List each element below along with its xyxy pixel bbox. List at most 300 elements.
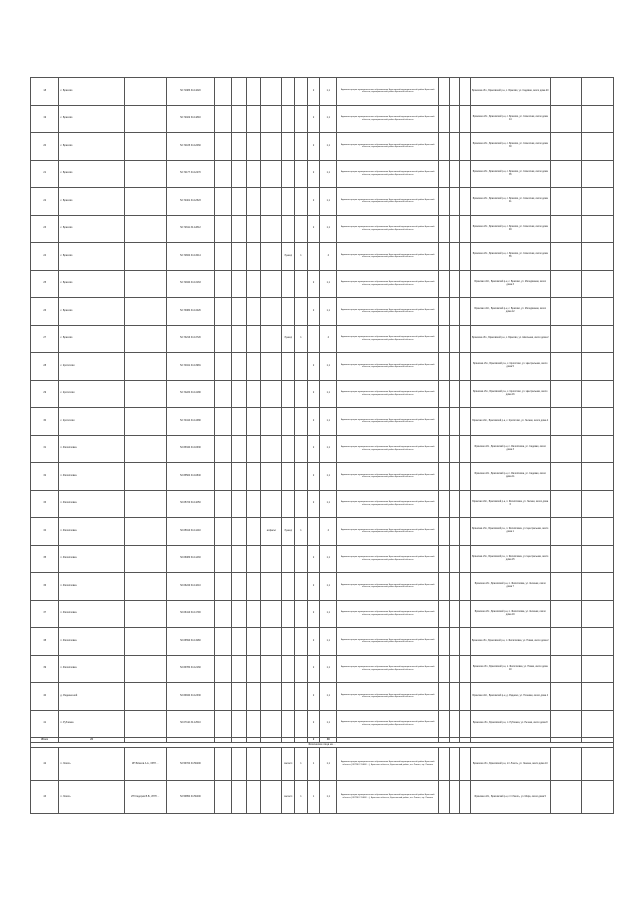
coordinates: 52.73216 34.13720 [166, 325, 214, 353]
owner-organization: Администрация муниципального образования Брасовский муниципальный район Брянской области, муниципальный район Брянской области [337, 518, 439, 546]
container-type: металл [282, 781, 295, 814]
container-type [282, 215, 295, 243]
table-row [31, 628, 614, 656]
row-number: 40 [31, 683, 59, 711]
container-type [282, 490, 295, 518]
surface-type [261, 490, 282, 518]
container-type [282, 545, 295, 573]
container-qty [295, 710, 308, 738]
table-cell [460, 270, 471, 298]
surface-type [261, 353, 282, 381]
total-label: Итого [31, 738, 59, 743]
table-cell [246, 270, 261, 298]
table-cell [460, 490, 471, 518]
table-cell [231, 573, 246, 601]
table-cell [460, 78, 471, 106]
container-qty [295, 573, 308, 601]
container-qty [295, 353, 308, 381]
container-qty [295, 215, 308, 243]
table-cell [449, 463, 460, 491]
settlement-name: п. Филипповка [59, 545, 124, 573]
surface-type [261, 270, 282, 298]
settlement-name: п. Локоть [59, 781, 124, 814]
table-cell [439, 133, 450, 161]
table-cell [439, 710, 450, 738]
surface-type [261, 628, 282, 656]
table-cell [460, 133, 471, 161]
container-type [282, 160, 295, 188]
table-cell [215, 380, 232, 408]
container-qty [295, 380, 308, 408]
table-cell [231, 105, 246, 133]
surface-type [261, 545, 282, 573]
container-count: 1 [307, 781, 320, 814]
owner-name [124, 435, 166, 463]
container-qty: 1 [295, 748, 308, 781]
owner-organization: Администрация муниципального образования Брасовский муниципальный район Брянской области, муниципальный район Брянской области [337, 683, 439, 711]
container-volume: 1,1 [320, 435, 337, 463]
owner-name [124, 270, 166, 298]
table-cell [449, 243, 460, 271]
container-count: 2 [307, 655, 320, 683]
container-count: 2 [307, 490, 320, 518]
container-qty [295, 105, 308, 133]
container-type [282, 353, 295, 381]
table-cell [582, 748, 614, 781]
container-volume: 1,1 [320, 133, 337, 161]
table-cell [582, 298, 614, 326]
table-cell [439, 353, 450, 381]
owner-name [124, 408, 166, 436]
container-volume: 4 [320, 518, 337, 546]
table-cell [215, 463, 232, 491]
container-count [307, 243, 320, 271]
surface-type [261, 573, 282, 601]
coordinates: 52.66940 34.12330 [166, 683, 214, 711]
table-cell [582, 655, 614, 683]
table-cell [215, 133, 232, 161]
table-cell [215, 188, 232, 216]
coordinates: 52.56850 34.56400 [166, 781, 214, 814]
table-cell [582, 781, 614, 814]
table-cell [246, 573, 261, 601]
table-cell [449, 105, 460, 133]
table-cell [460, 655, 471, 683]
table-cell [439, 600, 450, 628]
source-address: Брянская обл., Брасовский р-н, п. Филипповка, ул. Зелёная, около дома 7 [470, 573, 550, 601]
section-title: Физические лица на ... [31, 743, 614, 748]
table-cell [439, 215, 450, 243]
table-cell [246, 408, 261, 436]
table-cell [550, 243, 582, 271]
container-type [282, 655, 295, 683]
owner-name [124, 628, 166, 656]
container-qty [295, 133, 308, 161]
table-cell [582, 435, 614, 463]
row-number: 29 [31, 380, 59, 408]
table-cell [246, 628, 261, 656]
table-cell [439, 78, 450, 106]
settlement-name: п. Филипповка [59, 573, 124, 601]
container-count: 2 [307, 683, 320, 711]
container-qty [295, 270, 308, 298]
table-cell [550, 748, 582, 781]
source-address: Брянская обл., Брасовский р-н, с. Брасово, ул. Советская, около дома 14 [470, 105, 550, 133]
container-type: бункер [282, 518, 295, 546]
table-cell [246, 325, 261, 353]
total-c2: 48 [320, 738, 337, 743]
owner-name [124, 490, 166, 518]
table-cell [449, 655, 460, 683]
container-qty [295, 408, 308, 436]
table-cell [449, 435, 460, 463]
table-cell [582, 270, 614, 298]
table-cell [582, 243, 614, 271]
table-cell [582, 518, 614, 546]
container-count: 2 [307, 408, 320, 436]
coordinates: 52.65340 34.10630 [166, 435, 214, 463]
table-row [31, 435, 614, 463]
table-cell [550, 408, 582, 436]
owner-name [124, 325, 166, 353]
owner-organization: Администрация муниципального образования Брасовский муниципальный район Брянской области, муниципальный район Брянской области [337, 463, 439, 491]
table-cell [460, 243, 471, 271]
container-type [282, 463, 295, 491]
table-cell [231, 748, 246, 781]
settlement-name: п. Филипповка [59, 463, 124, 491]
table-cell [246, 490, 261, 518]
source-address: Брянская обл., Брасовский р-н, д. Раднино, ул. Полевая, около дома 4 [470, 683, 550, 711]
settlement-name: п. Филипповка [59, 600, 124, 628]
table-cell [449, 628, 460, 656]
table-cell [439, 748, 450, 781]
container-type [282, 380, 295, 408]
settlement-name: п. Филипповка [59, 435, 124, 463]
table-cell [215, 78, 232, 106]
row-number: 22 [31, 188, 59, 216]
container-count: 2 [307, 78, 320, 106]
table-cell [582, 573, 614, 601]
container-volume: 1,1 [320, 683, 337, 711]
container-type: бункер [282, 325, 295, 353]
container-volume: 1,1 [320, 298, 337, 326]
source-address: Брянская обл., Брасовский р-н, с. Брасово, ул. Молодёжная, около дома 3 [470, 270, 550, 298]
table-cell [231, 600, 246, 628]
table-cell [215, 518, 232, 546]
container-qty: 1 [295, 781, 308, 814]
source-address: Брянская обл., Брасовский р-н, п. Филипповка, ул. Новая, около дома 2 [470, 628, 550, 656]
table-cell [449, 215, 460, 243]
table-cell [449, 490, 460, 518]
surface-type [261, 133, 282, 161]
table-cell [246, 78, 261, 106]
owner-organization: Администрация муниципального образования Брасовский муниципальный район Брянской области, муниципальный район Брянской области [337, 105, 439, 133]
table-cell [449, 325, 460, 353]
table-cell [231, 463, 246, 491]
table-cell [231, 545, 246, 573]
table-cell [246, 353, 261, 381]
table-cell [449, 353, 460, 381]
table-cell [582, 380, 614, 408]
container-qty [295, 463, 308, 491]
table-row [31, 325, 614, 353]
owner-name [124, 380, 166, 408]
table-cell [246, 133, 261, 161]
owner-name [124, 298, 166, 326]
row-number: 39 [31, 655, 59, 683]
owner-organization: Администрация муниципального образования Брасовский муниципальный район Брянской области, муниципальный район Брянской области [337, 655, 439, 683]
container-type: бункер [282, 243, 295, 271]
table-cell [439, 408, 450, 436]
owner-organization: Администрация муниципального образования Брасовский муниципальный район Брянской области, муниципальный район Брянской области [337, 710, 439, 738]
container-volume: 1,1 [320, 545, 337, 573]
container-count: 2 [307, 573, 320, 601]
table-cell [231, 215, 246, 243]
table-cell [460, 435, 471, 463]
table-row [31, 380, 614, 408]
owner-name [124, 105, 166, 133]
container-volume: 1,1 [320, 353, 337, 381]
row-number: 42 [31, 748, 59, 781]
table-cell [439, 628, 450, 656]
source-address: Брянская обл., Брасовский р-н, с. Кропотово, ул. Центральная, около дома 16 [470, 380, 550, 408]
table-cell [449, 748, 460, 781]
container-type [282, 710, 295, 738]
table-cell [550, 78, 582, 106]
table-cell [449, 78, 460, 106]
row-number: 19 [31, 105, 59, 133]
table-cell [460, 380, 471, 408]
source-address: Брянская обл., Брасовский р-н, п. Филипповка, ул. Новая, около дома 10 [470, 655, 550, 683]
surface-type [261, 600, 282, 628]
owner-name [124, 655, 166, 683]
table-row [31, 781, 614, 814]
table-cell [215, 600, 232, 628]
container-qty [295, 490, 308, 518]
row-number: 30 [31, 408, 59, 436]
owner-organization: Администрация муниципального образования Брасовский муниципальный район Брянской области, муниципальный район Брянской области [337, 628, 439, 656]
container-type [282, 683, 295, 711]
source-address: Брянская обл., Брасовский р-н, п. Филипповка, ул. Зелёная, около дома 19 [470, 600, 550, 628]
table-cell [215, 215, 232, 243]
container-qty [295, 600, 308, 628]
container-type [282, 298, 295, 326]
table-cell [582, 463, 614, 491]
table-cell [246, 545, 261, 573]
table-cell [231, 628, 246, 656]
table-cell [582, 215, 614, 243]
table-row [31, 463, 614, 491]
table-row [31, 188, 614, 216]
surface-type [261, 78, 282, 106]
table-cell [550, 463, 582, 491]
settlement-name: с. Брасово [59, 105, 124, 133]
settlement-name: с. Кропотово [59, 408, 124, 436]
owner-name [124, 160, 166, 188]
source-address: Брянская обл., Брасовский р-н, п. Филипповка, ул. Центральная, около дома 15 [470, 545, 550, 573]
coordinates: 52.72611 34.12812 [166, 215, 214, 243]
table-cell [582, 490, 614, 518]
settlement-name: д. Раднино-кий [59, 683, 124, 711]
owner-name [124, 188, 166, 216]
container-count: 2 [307, 160, 320, 188]
owner-name: ИП Сидоров В.В., ИНН ... [124, 781, 166, 814]
table-cell [449, 781, 460, 814]
source-address: Брянская обл., Брасовский р-н, с. Брасово, ул. Советская, около дома 35 [470, 160, 550, 188]
table-cell [550, 298, 582, 326]
surface-type: асфальт [261, 518, 282, 546]
coordinates: 52.72834 34.13014 [166, 243, 214, 271]
row-number: 23 [31, 215, 59, 243]
table-cell [231, 655, 246, 683]
table-cell [439, 518, 450, 546]
table-cell [231, 188, 246, 216]
settlement-name: п. Локоть [59, 748, 124, 781]
row-number: 34 [31, 518, 59, 546]
table-cell [439, 105, 450, 133]
owner-organization: Администрация муниципального образования Брасовский муниципальный район Брянской области, муниципальный район Брянской области [337, 270, 439, 298]
table-row [31, 408, 614, 436]
source-address: Брянская обл., Брасовский р-н, пгт Локоть, ул. Ленина, около дома 10 [470, 748, 550, 781]
table-cell [439, 490, 450, 518]
table-cell [439, 243, 450, 271]
table-row [31, 78, 614, 106]
table-cell [460, 683, 471, 711]
container-type [282, 408, 295, 436]
container-qty [295, 628, 308, 656]
table-cell [582, 710, 614, 738]
table-cell [460, 188, 471, 216]
table-row [31, 105, 614, 133]
row-number: 43 [31, 781, 59, 814]
table-cell [246, 105, 261, 133]
table-cell [460, 781, 471, 814]
owner-organization: Администрация муниципального образования Брасовский муниципальный район Брянской области, муниципальный район Брянской области [337, 573, 439, 601]
table-row [31, 573, 614, 601]
table-cell [231, 683, 246, 711]
table-cell [246, 188, 261, 216]
row-number: 20 [31, 133, 59, 161]
container-count: 2 [307, 188, 320, 216]
table-cell [582, 545, 614, 573]
coordinates: 52.74410 34.14380 [166, 408, 214, 436]
table-cell [460, 573, 471, 601]
table-cell [246, 518, 261, 546]
table-cell [460, 353, 471, 381]
owner-organization: Администрация муниципального образования Брасовский муниципальный район Брянской области (ОКТМО 15608 ...), Брянская область, Брасовский район, пгт Локоть, пр. Ленина [337, 748, 439, 781]
source-address: Брянская обл., Брасовский р-н, п. Филипповка, ул. Центральная, около дома 1 [470, 518, 550, 546]
container-qty: 1 [295, 325, 308, 353]
container-qty [295, 683, 308, 711]
table-cell [231, 710, 246, 738]
settlement-name: с. Брасово [59, 298, 124, 326]
table-cell [550, 133, 582, 161]
table-row [31, 655, 614, 683]
table-cell [215, 683, 232, 711]
owner-organization: Администрация муниципального образования Брасовский муниципальный район Брянской области, муниципальный район Брянской области [337, 380, 439, 408]
source-address: Брянская обл., Брасовский р-н, с. Брасово, ул. Советская, около дома 55 [470, 243, 550, 271]
owner-name [124, 518, 166, 546]
source-address: Брянская обл., Брасовский р-н, п. Рубчинка, ул. Речная, около дома 8 [470, 710, 550, 738]
table-cell [215, 573, 232, 601]
table-cell [215, 408, 232, 436]
row-number: 21 [31, 160, 59, 188]
container-count: 1 [307, 748, 320, 781]
container-type: металл [282, 748, 295, 781]
table-cell [449, 270, 460, 298]
surface-type [261, 105, 282, 133]
row-number: 36 [31, 573, 59, 601]
container-type [282, 600, 295, 628]
table-cell [246, 710, 261, 738]
coordinates: 52.65500 34.10840 [166, 463, 214, 491]
table-cell [439, 298, 450, 326]
container-count: 2 [307, 463, 320, 491]
coordinates: 52.66080 34.11430 [166, 545, 214, 573]
source-address: Брянская обл., Брасовский р-н, с. Брасово, ул. Советская, около дома 41 [470, 188, 550, 216]
container-count: 2 [307, 133, 320, 161]
container-type [282, 435, 295, 463]
table-cell [231, 160, 246, 188]
container-volume: 4 [320, 243, 337, 271]
table-cell [215, 105, 232, 133]
owner-name [124, 463, 166, 491]
owner-organization: Администрация муниципального образования Брасовский муниципальный район Брянской области, муниципальный район Брянской области [337, 133, 439, 161]
container-count: 2 [307, 298, 320, 326]
container-count: 2 [307, 215, 320, 243]
coordinates: 52.65720 34.11050 [166, 490, 214, 518]
settlement-name: с. Брасово [59, 133, 124, 161]
container-type [282, 573, 295, 601]
coordinates: 52.65910 34.11240 [166, 518, 214, 546]
row-number: 37 [31, 600, 59, 628]
table-cell [460, 325, 471, 353]
table-cell [460, 215, 471, 243]
table-cell [231, 408, 246, 436]
surface-type [261, 435, 282, 463]
container-qty [295, 188, 308, 216]
container-type [282, 270, 295, 298]
table-cell [231, 78, 246, 106]
container-qty: 1 [295, 243, 308, 271]
coordinates: 52.72940 34.13163 [166, 270, 214, 298]
coordinates: 52.73080 34.13426 [166, 298, 214, 326]
coordinates: 52.74220 34.14180 [166, 380, 214, 408]
settlement-name: п. Филипповка [59, 628, 124, 656]
table-cell [460, 710, 471, 738]
surface-type [261, 710, 282, 738]
table-cell [439, 380, 450, 408]
table-row [31, 518, 614, 546]
table-cell [582, 160, 614, 188]
table-cell [439, 188, 450, 216]
owner-organization: Администрация муниципального образования Брасовский муниципальный район Брянской области, муниципальный район Брянской области [337, 490, 439, 518]
table-cell [246, 298, 261, 326]
owner-organization: Администрация муниципального образования Брасовский муниципальный район Брянской области, муниципальный район Брянской области [337, 325, 439, 353]
table-cell [550, 353, 582, 381]
table-cell [215, 710, 232, 738]
table-cell [460, 545, 471, 573]
table-cell [582, 628, 614, 656]
source-address: Брянская обл., Брасовский р-н, с. Брасово, ул. Школьная, около дома 2 [470, 325, 550, 353]
owner-name [124, 78, 166, 106]
table-cell [582, 600, 614, 628]
container-volume: 1,1 [320, 628, 337, 656]
table-row [31, 490, 614, 518]
table-cell [215, 160, 232, 188]
coordinates: 52.66410 34.11790 [166, 600, 214, 628]
table-cell [231, 325, 246, 353]
